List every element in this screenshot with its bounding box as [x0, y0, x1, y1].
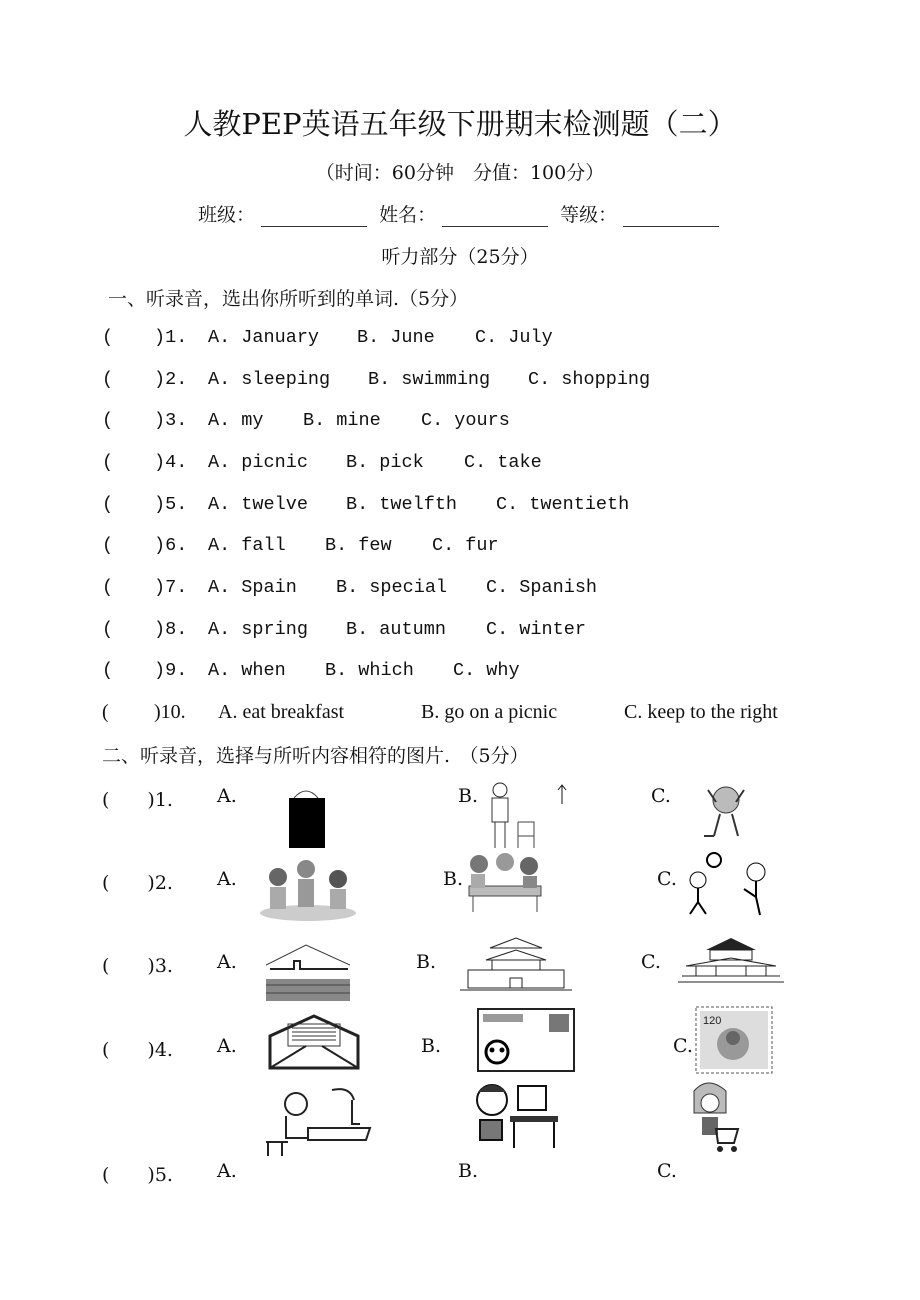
- option-b: B. special: [336, 577, 448, 598]
- grade-label: 等级：: [560, 204, 618, 226]
- option-a: A. eat breakfast: [218, 701, 345, 723]
- option-b-label: B.: [421, 1035, 442, 1057]
- question-row: [0, 701, 920, 727]
- question-number: )4.: [154, 452, 188, 473]
- option-b: B. swimming: [368, 369, 491, 390]
- question-row: [0, 619, 920, 645]
- section1-heading: 一、听录音，选出你所听到的单词.（5分）: [108, 288, 469, 310]
- answer-blank[interactable]: (: [102, 452, 114, 473]
- option-b-label: B.: [416, 951, 437, 973]
- question-row: [0, 535, 920, 561]
- question-number: )3.: [154, 410, 188, 431]
- picture-question-number[interactable]: ( )2.: [102, 872, 173, 894]
- answer-blank[interactable]: (: [102, 327, 114, 348]
- picture-3c-palace: [676, 934, 786, 988]
- option-c: C. winter: [486, 619, 586, 640]
- option-c: C. fur: [432, 535, 499, 556]
- class-field[interactable]: [261, 206, 367, 227]
- picture-5c-girl-shopping-cart: [688, 1077, 744, 1157]
- picture-5b-kid-at-computer: [466, 1080, 562, 1152]
- answer-blank[interactable]: (: [102, 660, 114, 681]
- picture-2b-family-at-table: [463, 850, 548, 916]
- question-number: )10.: [154, 701, 186, 723]
- picture-5a-writing-at-desk: [262, 1086, 374, 1158]
- picture-question-number[interactable]: ( )5.: [102, 1164, 173, 1186]
- option-c-label: C.: [651, 785, 671, 807]
- option-b: B. mine: [303, 410, 381, 431]
- picture-question-number[interactable]: ( )1.: [102, 789, 173, 811]
- question-row: [0, 452, 920, 478]
- picture-4c-stamp: [695, 1006, 773, 1074]
- picture-question-number[interactable]: ( )4.: [102, 1039, 173, 1061]
- name-field[interactable]: [442, 206, 548, 227]
- option-a: A. spring: [208, 619, 308, 640]
- option-c-label: C.: [657, 1160, 677, 1182]
- picture-3a-great-wall: [266, 935, 350, 1003]
- question-row: [0, 577, 920, 603]
- option-b: B. autumn: [346, 619, 446, 640]
- option-b: B. go on a picnic: [421, 701, 558, 723]
- option-c-label: C.: [673, 1035, 693, 1057]
- picture-1c-jumping-child: [698, 782, 753, 842]
- question-number: )8.: [154, 619, 188, 640]
- option-b: B. which: [325, 660, 414, 681]
- option-a-label: A.: [217, 1035, 237, 1057]
- question-row: [0, 410, 920, 436]
- option-a: A. my: [208, 410, 264, 431]
- option-c: C. why: [453, 660, 520, 681]
- option-c: C. take: [464, 452, 542, 473]
- question-number: )6.: [154, 535, 188, 556]
- option-a: A. fall: [208, 535, 286, 556]
- section2-heading: 二、听录音，选择与所听内容相符的图片. （5分）: [102, 745, 529, 767]
- option-c: C. July: [475, 327, 553, 348]
- option-a: A. when: [208, 660, 286, 681]
- question-row: [0, 660, 920, 686]
- question-number: )7.: [154, 577, 188, 598]
- answer-blank[interactable]: (: [102, 369, 114, 390]
- answer-blank[interactable]: (: [102, 535, 114, 556]
- picture-3b-tiananmen: [460, 934, 572, 994]
- option-a: A. picnic: [208, 452, 308, 473]
- option-b: B. pick: [346, 452, 424, 473]
- exam-info: （时间：60分钟 分值：100分）: [315, 162, 605, 184]
- question-number: )5.: [154, 494, 188, 515]
- option-a: A. January: [208, 327, 320, 348]
- picture-2c-kids-playing-football: [680, 850, 776, 920]
- answer-blank[interactable]: (: [102, 410, 114, 431]
- question-number: )2.: [154, 369, 188, 390]
- option-c: C. yours: [421, 410, 510, 431]
- option-a-label: A.: [217, 1160, 237, 1182]
- picture-question-number[interactable]: ( )3.: [102, 955, 173, 977]
- question-number: )1.: [154, 327, 188, 348]
- option-c: C. shopping: [528, 369, 651, 390]
- option-a-label: A.: [217, 868, 237, 890]
- picture-4a-envelope-letter: [266, 1014, 362, 1072]
- option-b: B. June: [357, 327, 435, 348]
- answer-blank[interactable]: (: [102, 577, 114, 598]
- student-info-line: [198, 200, 725, 227]
- picture-2a-children-playing: [256, 855, 360, 923]
- option-c: C. keep to the right: [624, 701, 778, 723]
- answer-blank[interactable]: (: [102, 701, 109, 723]
- option-c-label: C.: [641, 951, 661, 973]
- option-b: B. few: [325, 535, 392, 556]
- option-c: C. twentieth: [496, 494, 630, 515]
- option-a: A. Spain: [208, 577, 297, 598]
- option-b-label: B.: [443, 868, 464, 890]
- question-row: [0, 369, 920, 395]
- picture-4b-postcard-panda: [477, 1008, 575, 1072]
- svg-text:120: 120: [703, 1015, 722, 1027]
- grade-field[interactable]: [623, 206, 719, 227]
- picture-1b-boy-and-chair: [488, 780, 578, 852]
- option-c: C. Spanish: [486, 577, 598, 598]
- answer-blank[interactable]: (: [102, 619, 114, 640]
- option-b-label: B.: [458, 785, 479, 807]
- question-number: )9.: [154, 660, 188, 681]
- option-c-label: C.: [657, 868, 677, 890]
- page-title: 人教PEP英语五年级下册期末检测题（二）: [183, 107, 737, 141]
- listening-part-heading: 听力部分（25分）: [381, 246, 539, 268]
- option-a: A. sleeping: [208, 369, 331, 390]
- option-b-label: B.: [458, 1160, 479, 1182]
- option-a-label: A.: [217, 951, 237, 973]
- option-b: B. twelfth: [346, 494, 458, 515]
- question-row: [0, 494, 920, 520]
- answer-blank[interactable]: (: [102, 494, 114, 515]
- option-a: A. twelve: [208, 494, 308, 515]
- name-label: 姓名：: [379, 204, 437, 226]
- class-label: 班级：: [198, 204, 256, 226]
- option-a-label: A.: [217, 785, 237, 807]
- picture-1a-girl-behind-box: [286, 784, 326, 850]
- question-row: [0, 327, 920, 353]
